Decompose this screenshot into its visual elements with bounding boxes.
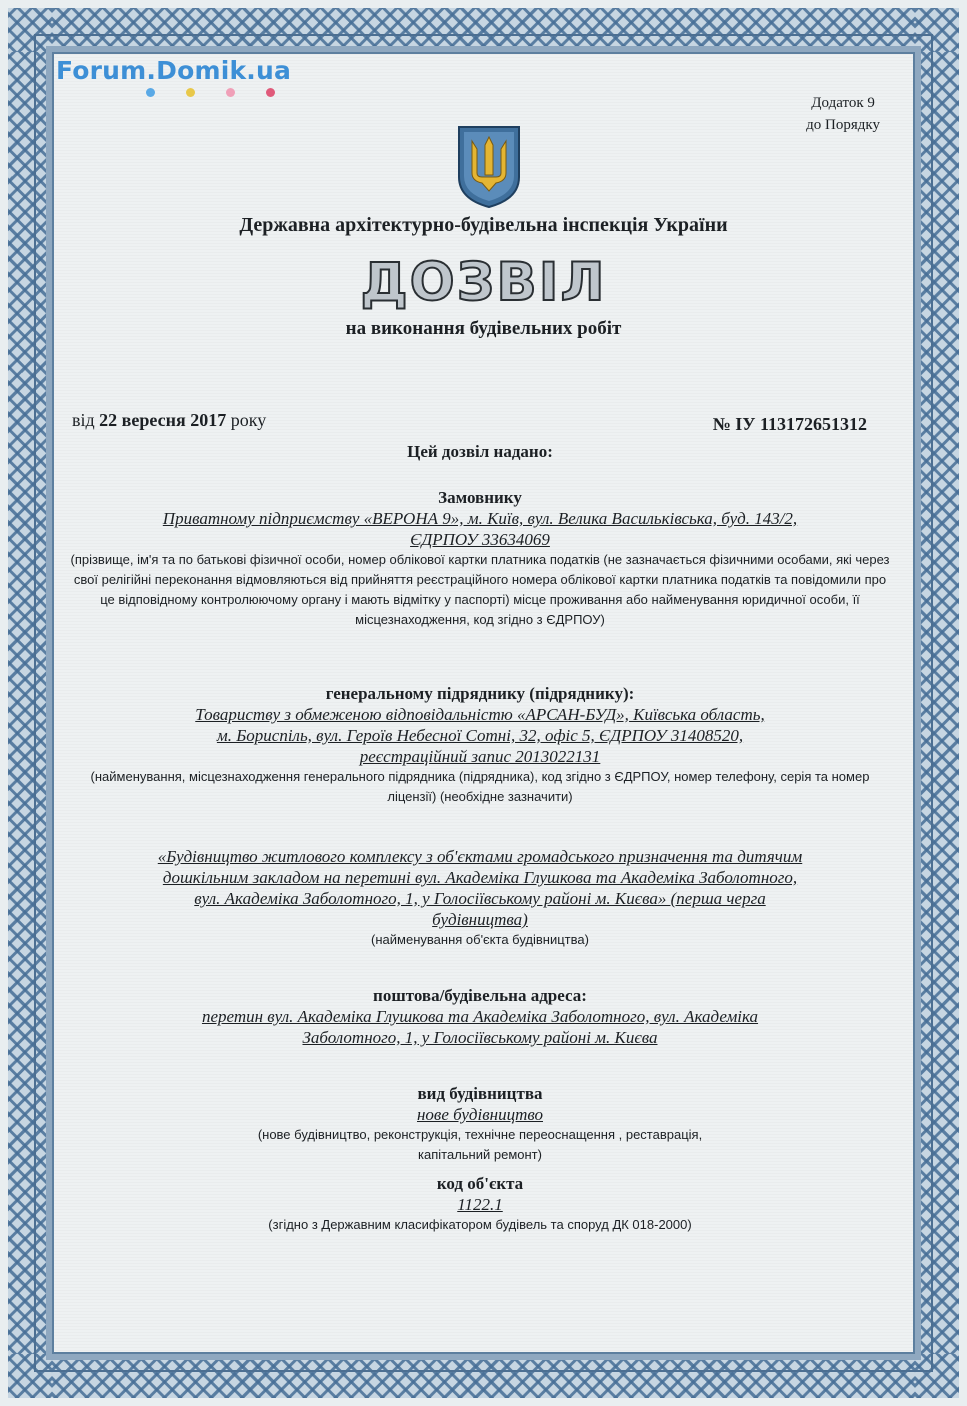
watermark-dot	[186, 88, 195, 97]
customer-section	[70, 488, 890, 630]
watermark-dots	[146, 88, 275, 97]
contractor-line: реєстраційний запис 2013022131	[359, 747, 601, 766]
appendix-reference	[806, 92, 880, 136]
watermark-dot	[146, 88, 155, 97]
object-line: вул. Академіка Заболотного, 1, у Голосіївському районі м. Києва» (перша черга	[194, 889, 766, 908]
date-value: 22 вересня 2017	[99, 410, 227, 430]
object-line: будівництва)	[432, 910, 528, 929]
contractor-note: (найменування, місцезнаходження генерального підрядника (підрядника), код згідно з ЄДРПОУ, номер телефону, серія та номер ліцензії) (необхідне зазначити)	[90, 769, 870, 804]
appendix-line-1: Додаток 9	[811, 95, 875, 111]
document-subtitle: на виконання будівельних робіт	[345, 318, 622, 339]
document-title: ДОЗВІЛ	[360, 252, 607, 313]
address-heading: поштова/будівельна адреса:	[373, 986, 587, 1005]
construction-type-value: нове будівництво	[417, 1105, 543, 1124]
object-code-heading: код об'єкта	[436, 1174, 524, 1193]
object-note: (найменування об'єкта будівництва)	[371, 932, 589, 947]
object-code-note: (згідно з Державним класифікатором будівель та споруд ДК 018-2000)	[268, 1217, 692, 1232]
watermark-dot	[226, 88, 235, 97]
construction-type-note: капітальний ремонт)	[418, 1147, 542, 1162]
customer-line: Приватному підприємству «ВЕРОНА 9», м. Київ, вул. Велика Васильківська, буд. 143/2,	[162, 509, 798, 528]
address-line: Заболотного, 1, у Голосіївському районі м. Києва	[302, 1028, 658, 1047]
permit-number: № ІУ 113172651312	[712, 414, 867, 434]
construction-type-note: (нове будівництво, реконструкція, технічне переоснащення , реставрація,	[257, 1127, 703, 1142]
date-suffix: року	[230, 410, 267, 430]
appendix-line-2: до Порядку	[806, 117, 880, 133]
object-line: «Будівництво житлового комплексу з об'єктами громадського призначення та дитячим	[157, 847, 803, 866]
address-line: перетин вул. Академіка Глушкова та Академіка Заболотного, вул. Академіка	[201, 1007, 759, 1026]
contractor-section	[70, 684, 890, 807]
object-code-section	[70, 1174, 890, 1235]
object-section	[70, 846, 890, 950]
construction-type-heading: вид будівництва	[417, 1084, 543, 1103]
contractor-line: м. Бориспіль, вул. Героїв Небесної Сотні, 32, офіс 5, ЄДРПОУ 31408520,	[216, 726, 744, 745]
date-prefix: від	[72, 410, 95, 430]
watermark-logo: Forum.Domik.ua	[56, 56, 292, 85]
customer-heading: Замовнику	[438, 488, 522, 507]
contractor-line: Товариству з обмеженою відповідальністю «АРСАН-БУД», Київська область,	[195, 705, 765, 724]
address-section	[70, 986, 890, 1048]
construction-type-section	[70, 1084, 890, 1165]
customer-note: (прізвище, ім'я та по батькові фізичної особи, номер облікової картки платника податків (не зазначається фізичними особами, які через свої релігійні переконання відмовляються від прийняття реєстраційного номера облікової картки платника податків та повідомили про це відповідному контролюючому органу і мають відмітку у паспорті) місце проживання або найменування юридичної особи, її місцезнаходження, код згідно з ЄДРПОУ)	[70, 552, 890, 627]
contractor-heading: генеральному підряднику (підряднику):	[325, 684, 635, 703]
agency-name: Державна архітектурно-будівельна інспекція України	[239, 214, 728, 236]
trident-coat-of-arms-icon	[455, 123, 523, 209]
issue-date	[72, 410, 266, 431]
granted-heading: Цей дозвіл надано:	[407, 442, 553, 461]
object-code-value: 1122.1	[457, 1195, 503, 1214]
object-line: дошкільним закладом на перетині вул. Академіка Глушкова та Академіка Заболотного,	[162, 868, 798, 887]
customer-line: ЄДРПОУ 33634069	[410, 530, 550, 549]
watermark-dot	[266, 88, 275, 97]
